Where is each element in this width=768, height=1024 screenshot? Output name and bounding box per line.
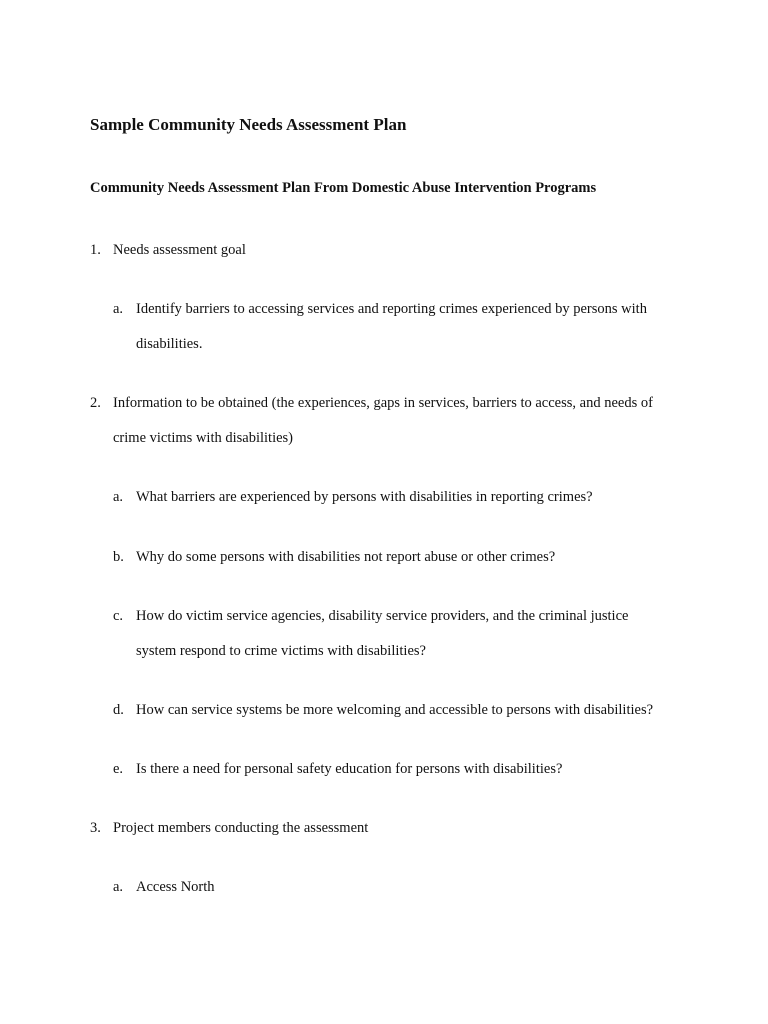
section-2-item-e-marker: e. <box>113 761 124 777</box>
section-2-heading-line-1: Information to be obtained (the experiences, gaps in services, barriers to access, and needs of <box>113 395 653 411</box>
section-2-item-b-marker: b. <box>113 549 124 565</box>
document-subtitle: Community Needs Assessment Plan From Domestic Abuse Intervention Programs <box>90 180 597 196</box>
section-3-item-a-marker: a. <box>113 879 124 895</box>
section-3-heading: Project members conducting the assessment <box>113 820 369 836</box>
section-2-item-c-line-1: How do victim service agencies, disability service providers, and the criminal justice <box>136 608 629 624</box>
section-1-item-a-line-2: disabilities. <box>136 336 203 352</box>
section-1-marker: 1. <box>90 242 101 258</box>
section-2-item-e-line-1: Is there a need for personal safety education for persons with disabilities? <box>136 761 563 777</box>
section-2-item-b-line-1: Why do some persons with disabilities not report abuse or other crimes? <box>136 549 556 565</box>
section-1-item-a-marker: a. <box>113 301 124 317</box>
section-2-item-d-line-1: How can service systems be more welcoming and accessible to persons with disabilities? <box>136 702 654 718</box>
section-2-item-a-line-1: What barriers are experienced by persons with disabilities in reporting crimes? <box>136 489 593 505</box>
section-2-marker: 2. <box>90 395 101 411</box>
section-1-item-a-line-1: Identify barriers to accessing services and reporting crimes experienced by persons with <box>136 301 647 317</box>
section-2-item-a-marker: a. <box>113 489 124 505</box>
section-2-heading-line-2: crime victims with disabilities) <box>113 430 294 446</box>
section-2-item-d-marker: d. <box>113 702 124 718</box>
section-3-item-a-line-1: Access North <box>136 879 215 895</box>
section-3-marker: 3. <box>90 820 101 836</box>
document-title: Sample Community Needs Assessment Plan <box>90 115 407 134</box>
section-2-item-c-marker: c. <box>113 608 124 624</box>
section-2-item-c-line-2: system respond to crime victims with disabilities? <box>136 643 426 659</box>
section-1-heading: Needs assessment goal <box>113 242 246 258</box>
